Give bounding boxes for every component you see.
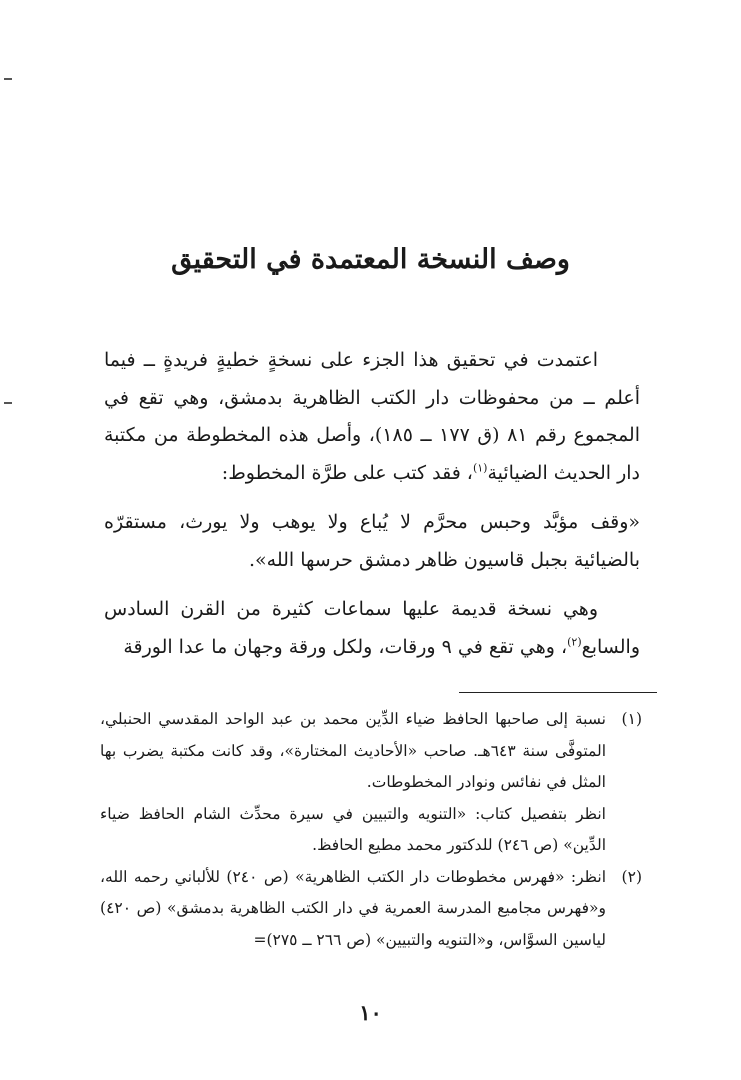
footnote-ref-2: (٢)	[567, 635, 582, 649]
scan-edge-mark	[4, 78, 12, 80]
footnote-text: نسبة إلى صاحبها الحافظ ضياء الدِّين محمد بن عبد الواحد المقدسي الحنبلي، المتوفَّى سنة ٦٤٣هـ. صاحب «الأحاديث المختارة»، وقد كانت مكتبة يضرب بها المثل في نفائس ونوادر المخطوطات.	[100, 710, 606, 791]
main-text	[104, 342, 640, 666]
footnotes	[100, 704, 642, 956]
paragraph-2	[104, 591, 640, 666]
footnote-number: (١)	[621, 710, 642, 728]
footnote-ref-1: (١)	[472, 461, 488, 475]
footnote-number: (٢)	[621, 867, 642, 886]
quote-paragraph: «وقف مؤبَّد وحبس محرَّم لا يُباع ولا يوهب ولا يورث، مستقرّه بالضيائية بجبل قاسيون ظاهر دمشق حرسها الله».	[104, 511, 640, 571]
page-title: وصف النسخة المعتمدة في التحقيق	[171, 244, 570, 275]
paragraph-1	[104, 342, 640, 492]
paragraph-2-text: وهي نسخة قديمة عليها سماعات كثيرة من القرن السادس والسابع	[104, 598, 640, 658]
page-number: ١٠	[359, 1000, 382, 1025]
footnote-body	[100, 704, 606, 862]
scan-edge-mark	[4, 402, 12, 404]
footnote-extra: انظر بتفصيل كتاب: «التنويه والتبيين في سيرة محدِّث الشام الحافظ ضياء الدِّين» (ص ٢٤٦) للدكتور محمد مطيع الحافظ.	[100, 804, 606, 854]
paragraph-1-tail: ، فقد كتب على طرَّة المخطوط:	[221, 461, 473, 484]
paragraph-1-text: اعتمدت في تحقيق هذا الجزء على نسخةٍ خطيةٍ فريدةٍ ــ فيما أعلم ــ من محفوظات دار الكتب الظاهرية بدمشق، وهي تقع في المجموع رقم ٨١ (ق ١٧٧ ــ ١٨٥)، وأصل هذه المخطوطة من مكتبة دار الحديث الضيائية	[104, 349, 640, 484]
footnote-text: انظر: «فهرس مخطوطات دار الكتب الظاهرية» (ص ٢٤٠) للألباني رحمه الله، و«فهرس مجاميع المدرسة العمرية في دار الكتب الظاهرية بدمشق» (ص ٤٢٠) لياسين السوَّاس، و«التنويه والتبيين» (ص ٢٦٦ ــ ٢٧٥)=	[100, 867, 606, 949]
footnote-2	[100, 862, 642, 957]
footnote-separator	[459, 692, 657, 693]
footnote-1	[100, 704, 642, 862]
paragraph-2-tail: ، وهي تقع في ٩ ورقات، ولكل ورقة وجهان ما عدا الورقة	[123, 635, 568, 658]
